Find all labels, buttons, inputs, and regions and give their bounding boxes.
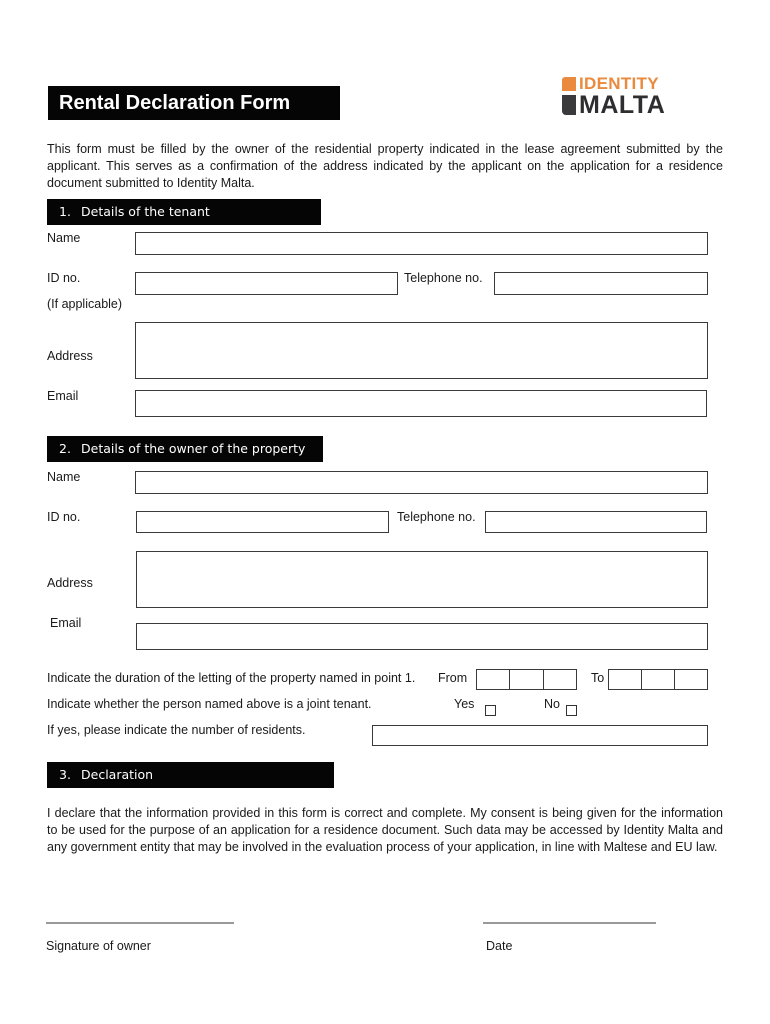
tenant-telephone-field[interactable] <box>494 272 708 295</box>
tenant-address-field[interactable] <box>135 322 708 379</box>
owner-telephone-input[interactable] <box>486 512 706 532</box>
section-2-header <box>47 436 323 462</box>
residents-question: If yes, please indicate the number of residents. <box>47 723 306 737</box>
section-title: Details of the tenant <box>81 204 210 219</box>
owner-id-label: ID no. <box>47 510 81 524</box>
logo-text-malta: MALTA <box>579 91 666 119</box>
tenant-id-note: (If applicable) <box>47 297 123 311</box>
logo-mark-dark-icon <box>562 95 576 115</box>
tenant-id-label: ID no. <box>47 271 81 285</box>
owner-telephone-label: Telephone no. <box>397 510 476 524</box>
owner-id-field[interactable] <box>136 511 389 533</box>
section-number: 2. <box>59 441 71 456</box>
signature-line[interactable] <box>46 922 234 924</box>
owner-name-field[interactable] <box>135 471 708 494</box>
to-date-field[interactable] <box>608 669 708 690</box>
declaration-paragraph: I declare that the information provided in this form is correct and complete. My consent is being given for the information to be used for the purpose of an application for a residence document. Such data may be accessed by Identity Malta and any government entity that may be involved in the evaluation process of your application, in line with Maltese and EU law. <box>47 806 723 854</box>
tenant-address-label: Address <box>47 349 93 363</box>
from-date-field[interactable] <box>476 669 577 690</box>
joint-tenant-no-checkbox[interactable] <box>566 705 577 716</box>
section-1-header <box>47 199 321 225</box>
page-title: Rental Declaration Form <box>48 86 340 120</box>
date-line[interactable] <box>483 922 656 924</box>
tenant-name-field[interactable] <box>135 232 708 255</box>
owner-name-input[interactable] <box>136 472 707 493</box>
from-label: From <box>438 671 468 685</box>
tenant-telephone-label: Telephone no. <box>404 271 483 285</box>
owner-address-input[interactable] <box>137 552 707 607</box>
owner-telephone-field[interactable] <box>485 511 707 533</box>
tenant-address-input[interactable] <box>136 323 707 378</box>
yes-label: Yes <box>454 697 475 711</box>
tenant-telephone-input[interactable] <box>495 273 707 294</box>
to-label: To <box>591 671 605 685</box>
from-day-input[interactable] <box>477 670 510 689</box>
intro-paragraph: This form must be filled by the owner of the residential property indicated in the lease agreement submitted by the applicant. This serves as a confirmation of the address indicated by the applicant on the application for a residence document submitted to Identity Malta. <box>47 142 723 190</box>
tenant-email-field[interactable] <box>135 390 707 417</box>
residents-count-input[interactable] <box>373 726 707 745</box>
duration-question: Indicate the duration of the letting of the property named in point 1. <box>47 671 416 685</box>
no-label: No <box>544 697 560 711</box>
owner-email-label: Email <box>50 616 82 630</box>
residents-count-field[interactable] <box>372 725 708 746</box>
section-title: Declaration <box>81 767 154 782</box>
to-day-input[interactable] <box>609 670 642 689</box>
section-title: Details of the owner of the property <box>81 441 306 456</box>
logo-text-identity: IDENTITY <box>579 74 659 93</box>
tenant-id-input[interactable] <box>136 273 397 294</box>
identity-malta-logo <box>562 76 682 120</box>
logo-mark-icon <box>562 77 576 91</box>
signature-owner-label: Signature of owner <box>46 939 151 953</box>
tenant-email-label: Email <box>47 389 79 403</box>
tenant-name-label: Name <box>47 231 81 245</box>
joint-tenant-yes-checkbox[interactable] <box>485 705 496 716</box>
section-number: 1. <box>59 204 71 219</box>
owner-address-label: Address <box>47 576 93 590</box>
owner-id-input[interactable] <box>137 512 388 532</box>
section-number: 3. <box>59 767 71 782</box>
owner-name-label: Name <box>47 470 81 484</box>
tenant-email-input[interactable] <box>136 391 706 416</box>
to-year-input[interactable] <box>675 670 707 689</box>
joint-tenant-question: Indicate whether the person named above is a joint tenant. <box>47 697 372 711</box>
tenant-name-input[interactable] <box>136 233 707 254</box>
date-label: Date <box>486 939 513 953</box>
from-year-input[interactable] <box>544 670 576 689</box>
owner-email-field[interactable] <box>136 623 708 650</box>
to-month-input[interactable] <box>642 670 675 689</box>
from-month-input[interactable] <box>510 670 543 689</box>
owner-email-input[interactable] <box>137 624 707 649</box>
section-3-header <box>47 762 334 788</box>
tenant-id-field[interactable] <box>135 272 398 295</box>
owner-address-field[interactable] <box>136 551 708 608</box>
